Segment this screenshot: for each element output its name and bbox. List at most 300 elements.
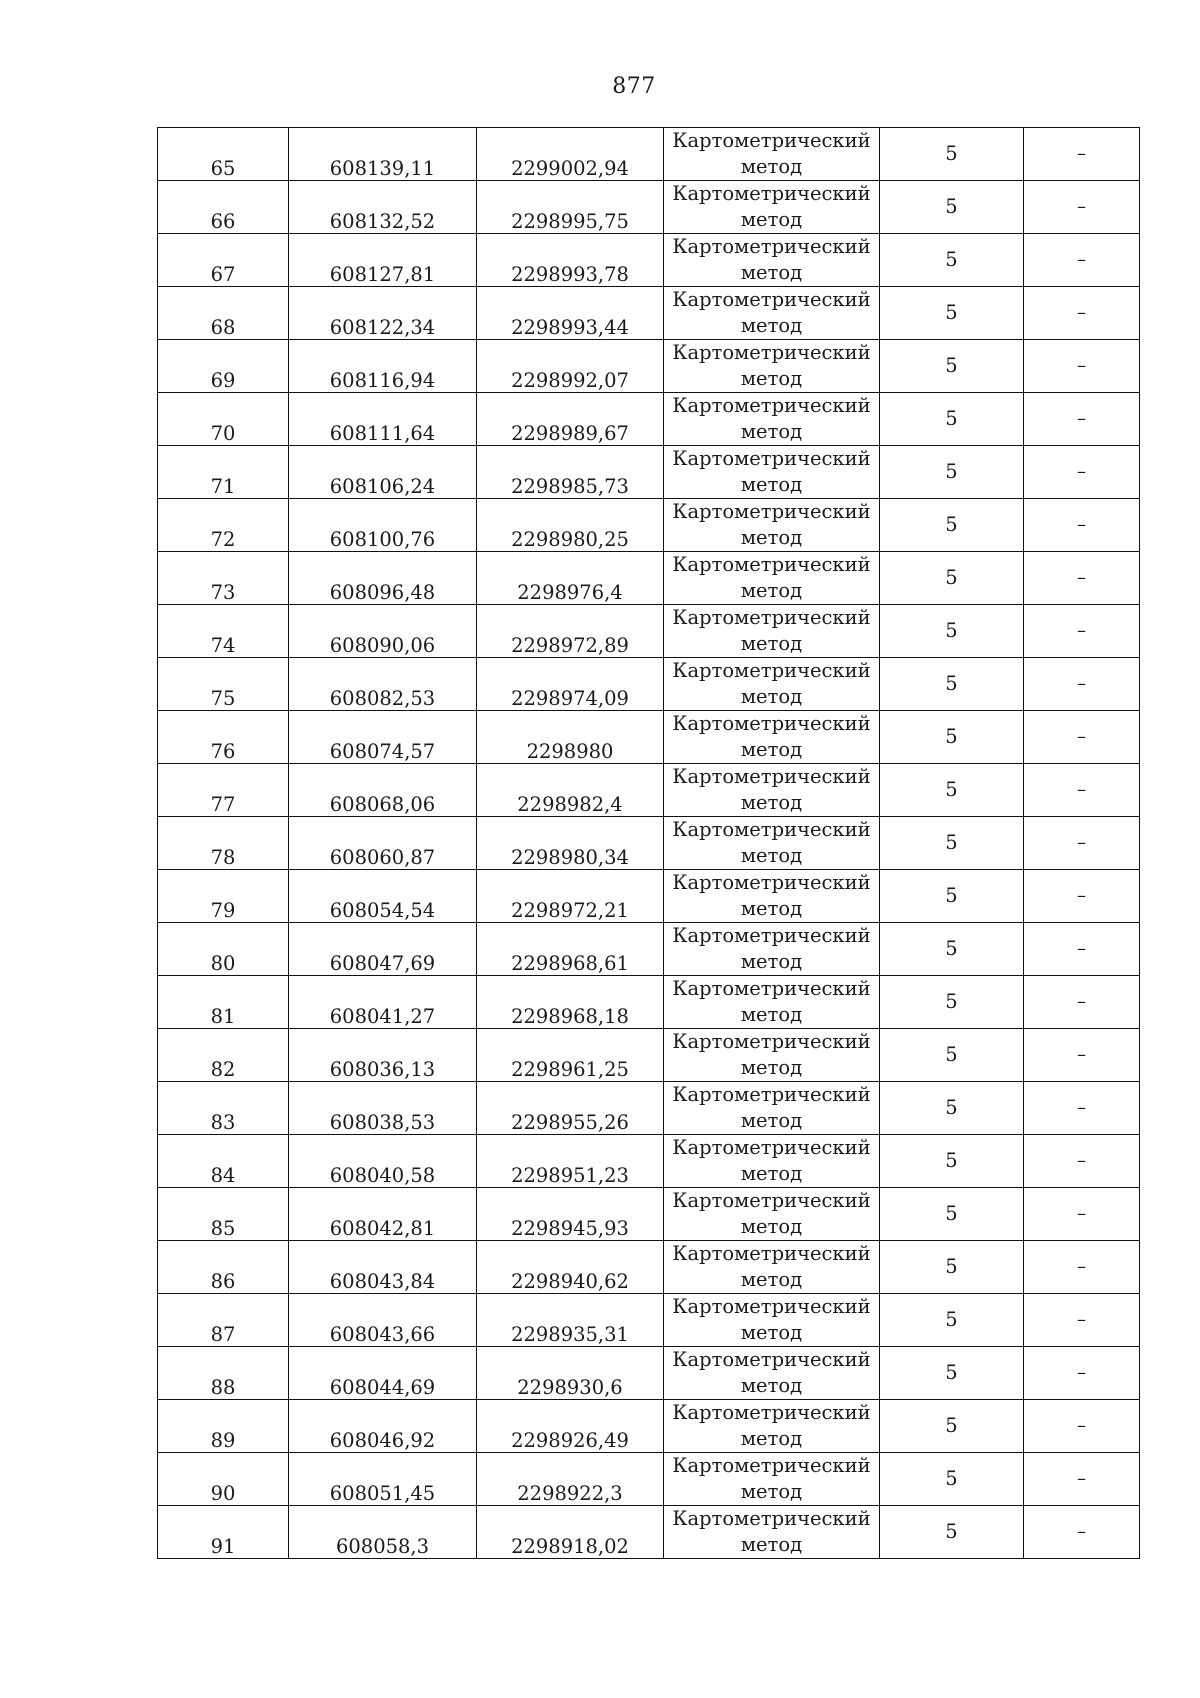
method-line-2: метод	[740, 1321, 803, 1344]
point-number-cell-text: 81	[210, 1004, 236, 1028]
table-row	[158, 976, 1140, 1029]
y-coordinate-cell-text: 2298922,3	[517, 1481, 623, 1505]
point-number-cell-text: 91	[210, 1534, 236, 1558]
table-row	[158, 1029, 1140, 1082]
accuracy-cell: 5	[880, 711, 1024, 764]
point-number-cell-text: 88	[210, 1375, 236, 1399]
x-coordinate-cell-text: 608038,53	[329, 1110, 436, 1134]
accuracy-cell: 5	[880, 1188, 1024, 1241]
table-row	[158, 393, 1140, 446]
point-number-cell-text: 69	[210, 368, 236, 392]
note-cell: –	[1024, 976, 1140, 1029]
point-number-cell-text: 84	[210, 1163, 236, 1187]
x-coordinate-cell	[289, 552, 477, 605]
y-coordinate-cell	[477, 1506, 664, 1559]
x-coordinate-cell-text: 608041,27	[329, 1004, 436, 1028]
x-coordinate-cell-text: 608058,3	[335, 1534, 430, 1558]
x-coordinate-cell-text: 608040,58	[329, 1163, 436, 1187]
x-coordinate-cell-text: 608127,81	[329, 262, 436, 286]
x-coordinate-cell	[289, 1135, 477, 1188]
point-number-cell	[158, 446, 289, 499]
point-number-cell-text: 83	[210, 1110, 236, 1134]
table-row	[158, 1347, 1140, 1400]
x-coordinate-cell-text: 608044,69	[329, 1375, 436, 1399]
method-cell	[664, 1453, 880, 1506]
accuracy-cell: 5	[880, 976, 1024, 1029]
y-coordinate-cell-text: 2298976,4	[517, 580, 623, 604]
method-cell	[664, 1347, 880, 1400]
method-line-2: метод	[740, 526, 803, 549]
method-line-1: Картометрический	[672, 341, 871, 364]
method-line-1: Картометрический	[672, 765, 871, 788]
method-cell	[664, 605, 880, 658]
point-number-cell-text: 73	[210, 580, 236, 604]
x-coordinate-cell	[289, 287, 477, 340]
method-cell	[664, 870, 880, 923]
method-line-2: метод	[740, 738, 803, 761]
method-cell	[664, 1029, 880, 1082]
point-number-cell	[158, 1400, 289, 1453]
method-cell	[664, 817, 880, 870]
y-coordinate-cell-text: 2299002,94	[511, 156, 629, 180]
method-cell	[664, 128, 880, 181]
note-cell: –	[1024, 393, 1140, 446]
x-coordinate-cell-text: 608090,06	[329, 633, 436, 657]
method-line-1: Картометрический	[672, 977, 871, 1000]
table-row	[158, 1188, 1140, 1241]
method-line-2: метод	[740, 1268, 803, 1291]
note-cell: –	[1024, 1188, 1140, 1241]
y-coordinate-cell	[477, 128, 664, 181]
point-number-cell	[158, 1453, 289, 1506]
point-number-cell-text: 78	[210, 845, 236, 869]
y-coordinate-cell	[477, 1135, 664, 1188]
method-cell	[664, 1188, 880, 1241]
method-line-1: Картометрический	[672, 1454, 871, 1477]
point-number-cell	[158, 817, 289, 870]
y-coordinate-cell	[477, 287, 664, 340]
y-coordinate-cell	[477, 976, 664, 1029]
table-row	[158, 340, 1140, 393]
accuracy-cell: 5	[880, 1400, 1024, 1453]
page-number: 877	[612, 74, 656, 99]
method-line-2: метод	[740, 1162, 803, 1185]
point-number-cell-text: 74	[210, 633, 236, 657]
note-cell: –	[1024, 870, 1140, 923]
coordinates-table-body	[158, 128, 1140, 1559]
y-coordinate-cell-text: 2298993,78	[511, 262, 629, 286]
accuracy-cell: 5	[880, 1294, 1024, 1347]
point-number-cell	[158, 605, 289, 658]
method-line-2: метод	[740, 632, 803, 655]
table-row	[158, 552, 1140, 605]
method-cell	[664, 499, 880, 552]
y-coordinate-cell-text: 2298972,89	[511, 633, 629, 657]
point-number-cell	[158, 1188, 289, 1241]
point-number-cell-text: 76	[210, 739, 236, 763]
method-line-1: Картометрический	[672, 606, 871, 629]
note-cell: –	[1024, 1400, 1140, 1453]
x-coordinate-cell	[289, 658, 477, 711]
method-line-2: метод	[740, 1109, 803, 1132]
x-coordinate-cell-text: 608096,48	[329, 580, 436, 604]
y-coordinate-cell	[477, 393, 664, 446]
y-coordinate-cell-text: 2298982,4	[517, 792, 623, 816]
y-coordinate-cell	[477, 764, 664, 817]
method-line-2: метод	[740, 208, 803, 231]
method-line-1: Картометрический	[672, 1030, 871, 1053]
method-cell	[664, 923, 880, 976]
x-coordinate-cell	[289, 1241, 477, 1294]
x-coordinate-cell-text: 608082,53	[329, 686, 436, 710]
note-cell: –	[1024, 499, 1140, 552]
method-line-2: метод	[740, 950, 803, 973]
note-cell: –	[1024, 1453, 1140, 1506]
y-coordinate-cell-text: 2298930,6	[517, 1375, 623, 1399]
x-coordinate-cell-text: 608122,34	[329, 315, 436, 339]
method-line-1: Картометрический	[672, 1242, 871, 1265]
x-coordinate-cell-text: 608111,64	[329, 421, 436, 445]
point-number-cell-text: 79	[210, 898, 236, 922]
method-line-1: Картометрический	[672, 394, 871, 417]
method-cell	[664, 1294, 880, 1347]
y-coordinate-cell	[477, 870, 664, 923]
method-line-2: метод	[740, 579, 803, 602]
y-coordinate-cell	[477, 1188, 664, 1241]
method-line-1: Картометрический	[672, 182, 871, 205]
x-coordinate-cell-text: 608132,52	[329, 209, 436, 233]
method-line-2: метод	[740, 1056, 803, 1079]
x-coordinate-cell-text: 608043,66	[329, 1322, 436, 1346]
table-row	[158, 128, 1140, 181]
y-coordinate-cell	[477, 1453, 664, 1506]
note-cell: –	[1024, 923, 1140, 976]
point-number-cell	[158, 1135, 289, 1188]
note-cell: –	[1024, 340, 1140, 393]
method-cell	[664, 340, 880, 393]
y-coordinate-cell-text: 2298945,93	[511, 1216, 629, 1240]
point-number-cell	[158, 340, 289, 393]
x-coordinate-cell	[289, 181, 477, 234]
method-line-1: Картометрический	[672, 1295, 871, 1318]
method-line-2: метод	[740, 897, 803, 920]
method-cell	[664, 234, 880, 287]
method-cell	[664, 764, 880, 817]
method-line-1: Картометрический	[672, 659, 871, 682]
accuracy-cell: 5	[880, 1029, 1024, 1082]
accuracy-cell: 5	[880, 1453, 1024, 1506]
y-coordinate-cell-text: 2298993,44	[511, 315, 629, 339]
accuracy-cell: 5	[880, 287, 1024, 340]
table-row	[158, 605, 1140, 658]
point-number-cell-text: 85	[210, 1216, 236, 1240]
accuracy-cell: 5	[880, 923, 1024, 976]
table-row	[158, 499, 1140, 552]
y-coordinate-cell	[477, 817, 664, 870]
accuracy-cell: 5	[880, 764, 1024, 817]
point-number-cell	[158, 1029, 289, 1082]
x-coordinate-cell	[289, 870, 477, 923]
table-row	[158, 1241, 1140, 1294]
x-coordinate-cell	[289, 605, 477, 658]
method-line-1: Картометрический	[672, 818, 871, 841]
method-line-1: Картометрический	[672, 129, 871, 152]
point-number-cell	[158, 1347, 289, 1400]
method-line-2: метод	[740, 791, 803, 814]
point-number-cell-text: 71	[210, 474, 236, 498]
method-cell	[664, 1241, 880, 1294]
accuracy-cell: 5	[880, 817, 1024, 870]
x-coordinate-cell-text: 608068,06	[329, 792, 436, 816]
point-number-cell	[158, 1506, 289, 1559]
x-coordinate-cell	[289, 446, 477, 499]
note-cell: –	[1024, 552, 1140, 605]
note-cell: –	[1024, 605, 1140, 658]
accuracy-cell: 5	[880, 1347, 1024, 1400]
point-number-cell	[158, 976, 289, 1029]
method-cell	[664, 1135, 880, 1188]
method-line-1: Картометрический	[672, 553, 871, 576]
y-coordinate-cell	[477, 234, 664, 287]
note-cell: –	[1024, 1294, 1140, 1347]
note-cell: –	[1024, 1082, 1140, 1135]
table-row	[158, 1294, 1140, 1347]
table-row	[158, 1453, 1140, 1506]
method-cell	[664, 1082, 880, 1135]
y-coordinate-cell	[477, 711, 664, 764]
method-line-1: Картометрический	[672, 1348, 871, 1371]
point-number-cell-text: 80	[210, 951, 236, 975]
point-number-cell	[158, 128, 289, 181]
x-coordinate-cell	[289, 128, 477, 181]
x-coordinate-cell	[289, 976, 477, 1029]
x-coordinate-cell-text: 608042,81	[329, 1216, 436, 1240]
method-line-2: метод	[740, 1427, 803, 1450]
table-row	[158, 817, 1140, 870]
method-line-1: Картометрический	[672, 1189, 871, 1212]
x-coordinate-cell	[289, 817, 477, 870]
y-coordinate-cell-text: 2298968,18	[511, 1004, 629, 1028]
y-coordinate-cell-text: 2298995,75	[511, 209, 629, 233]
accuracy-cell: 5	[880, 605, 1024, 658]
method-line-2: метод	[740, 1215, 803, 1238]
method-line-1: Картометрический	[672, 712, 871, 735]
y-coordinate-cell-text: 2298974,09	[511, 686, 629, 710]
table-row	[158, 1135, 1140, 1188]
method-cell	[664, 287, 880, 340]
x-coordinate-cell-text: 608060,87	[329, 845, 436, 869]
note-cell: –	[1024, 711, 1140, 764]
method-line-2: метод	[740, 1374, 803, 1397]
table-row	[158, 923, 1140, 976]
point-number-cell	[158, 234, 289, 287]
method-cell	[664, 976, 880, 1029]
coordinates-table	[157, 127, 1140, 1559]
accuracy-cell: 5	[880, 340, 1024, 393]
method-cell	[664, 658, 880, 711]
x-coordinate-cell	[289, 1082, 477, 1135]
method-cell	[664, 393, 880, 446]
table-row	[158, 1400, 1140, 1453]
x-coordinate-cell	[289, 1400, 477, 1453]
method-line-2: метод	[740, 1533, 803, 1556]
accuracy-cell: 5	[880, 1241, 1024, 1294]
x-coordinate-cell	[289, 923, 477, 976]
x-coordinate-cell-text: 608074,57	[329, 739, 436, 763]
point-number-cell-text: 87	[210, 1322, 236, 1346]
point-number-cell-text: 66	[210, 209, 236, 233]
note-cell: –	[1024, 817, 1140, 870]
y-coordinate-cell-text: 2298980	[526, 739, 614, 763]
method-cell	[664, 1506, 880, 1559]
y-coordinate-cell	[477, 552, 664, 605]
accuracy-cell: 5	[880, 499, 1024, 552]
method-line-1: Картометрический	[672, 1401, 871, 1424]
x-coordinate-cell-text: 608047,69	[329, 951, 436, 975]
point-number-cell	[158, 287, 289, 340]
method-line-2: метод	[740, 473, 803, 496]
method-line-2: метод	[740, 1480, 803, 1503]
method-line-2: метод	[740, 420, 803, 443]
y-coordinate-cell-text: 2298961,25	[511, 1057, 629, 1081]
point-number-cell-text: 65	[210, 156, 236, 180]
x-coordinate-cell-text: 608106,24	[329, 474, 436, 498]
table-row	[158, 764, 1140, 817]
accuracy-cell: 5	[880, 1135, 1024, 1188]
x-coordinate-cell	[289, 499, 477, 552]
x-coordinate-cell-text: 608051,45	[329, 1481, 436, 1505]
x-coordinate-cell-text: 608139,11	[329, 156, 436, 180]
note-cell: –	[1024, 1241, 1140, 1294]
accuracy-cell: 5	[880, 393, 1024, 446]
accuracy-cell: 5	[880, 552, 1024, 605]
note-cell: –	[1024, 658, 1140, 711]
method-line-1: Картометрический	[672, 871, 871, 894]
y-coordinate-cell	[477, 923, 664, 976]
x-coordinate-cell-text: 608046,92	[329, 1428, 436, 1452]
y-coordinate-cell-text: 2298926,49	[511, 1428, 629, 1452]
method-line-1: Картометрический	[672, 288, 871, 311]
y-coordinate-cell	[477, 340, 664, 393]
method-line-2: метод	[740, 367, 803, 390]
method-line-1: Картометрический	[672, 1507, 871, 1530]
x-coordinate-cell	[289, 1347, 477, 1400]
y-coordinate-cell	[477, 446, 664, 499]
note-cell: –	[1024, 1135, 1140, 1188]
accuracy-cell: 5	[880, 658, 1024, 711]
accuracy-cell: 5	[880, 870, 1024, 923]
x-coordinate-cell	[289, 1453, 477, 1506]
y-coordinate-cell-text: 2298940,62	[511, 1269, 629, 1293]
y-coordinate-cell-text: 2298980,34	[511, 845, 629, 869]
note-cell: –	[1024, 181, 1140, 234]
method-line-2: метод	[740, 155, 803, 178]
point-number-cell	[158, 499, 289, 552]
y-coordinate-cell	[477, 1082, 664, 1135]
x-coordinate-cell	[289, 1506, 477, 1559]
y-coordinate-cell-text: 2298935,31	[511, 1322, 629, 1346]
y-coordinate-cell-text: 2298989,67	[511, 421, 629, 445]
x-coordinate-cell-text: 608116,94	[329, 368, 436, 392]
y-coordinate-cell	[477, 1029, 664, 1082]
x-coordinate-cell	[289, 340, 477, 393]
note-cell: –	[1024, 1347, 1140, 1400]
point-number-cell	[158, 393, 289, 446]
point-number-cell-text: 70	[210, 421, 236, 445]
table-row	[158, 181, 1140, 234]
note-cell: –	[1024, 128, 1140, 181]
table-row	[158, 234, 1140, 287]
accuracy-cell: 5	[880, 234, 1024, 287]
note-cell: –	[1024, 1506, 1140, 1559]
table-row	[158, 287, 1140, 340]
method-line-2: метод	[740, 1003, 803, 1026]
point-number-cell	[158, 870, 289, 923]
x-coordinate-cell	[289, 764, 477, 817]
y-coordinate-cell-text: 2298918,02	[511, 1534, 629, 1558]
y-coordinate-cell-text: 2298992,07	[511, 368, 629, 392]
accuracy-cell: 5	[880, 446, 1024, 499]
point-number-cell-text: 75	[210, 686, 236, 710]
y-coordinate-cell-text: 2298951,23	[511, 1163, 629, 1187]
point-number-cell	[158, 1241, 289, 1294]
note-cell: –	[1024, 1029, 1140, 1082]
method-cell	[664, 1400, 880, 1453]
y-coordinate-cell-text: 2298985,73	[511, 474, 629, 498]
y-coordinate-cell	[477, 181, 664, 234]
accuracy-cell: 5	[880, 1082, 1024, 1135]
point-number-cell-text: 77	[210, 792, 236, 816]
x-coordinate-cell-text: 608100,76	[329, 527, 436, 551]
y-coordinate-cell	[477, 1294, 664, 1347]
table-row	[158, 1506, 1140, 1559]
y-coordinate-cell	[477, 658, 664, 711]
table-row	[158, 658, 1140, 711]
point-number-cell-text: 67	[210, 262, 236, 286]
point-number-cell-text: 90	[210, 1481, 236, 1505]
note-cell: –	[1024, 234, 1140, 287]
y-coordinate-cell	[477, 1400, 664, 1453]
method-line-1: Картометрический	[672, 235, 871, 258]
method-cell	[664, 181, 880, 234]
point-number-cell-text: 82	[210, 1057, 236, 1081]
note-cell: –	[1024, 446, 1140, 499]
y-coordinate-cell-text: 2298968,61	[511, 951, 629, 975]
point-number-cell-text: 72	[210, 527, 236, 551]
y-coordinate-cell	[477, 1241, 664, 1294]
table-row	[158, 711, 1140, 764]
accuracy-cell: 5	[880, 181, 1024, 234]
method-cell	[664, 552, 880, 605]
table-row	[158, 870, 1140, 923]
note-cell: –	[1024, 764, 1140, 817]
x-coordinate-cell	[289, 1188, 477, 1241]
point-number-cell-text: 86	[210, 1269, 236, 1293]
method-line-1: Картометрический	[672, 447, 871, 470]
method-line-2: метод	[740, 844, 803, 867]
table-row	[158, 1082, 1140, 1135]
x-coordinate-cell	[289, 1294, 477, 1347]
point-number-cell	[158, 1082, 289, 1135]
x-coordinate-cell	[289, 1029, 477, 1082]
method-line-1: Картометрический	[672, 1083, 871, 1106]
point-number-cell	[158, 552, 289, 605]
method-line-2: метод	[740, 261, 803, 284]
y-coordinate-cell-text: 2298972,21	[511, 898, 629, 922]
y-coordinate-cell-text: 2298980,25	[511, 527, 629, 551]
y-coordinate-cell	[477, 1347, 664, 1400]
method-line-1: Картометрический	[672, 1136, 871, 1159]
